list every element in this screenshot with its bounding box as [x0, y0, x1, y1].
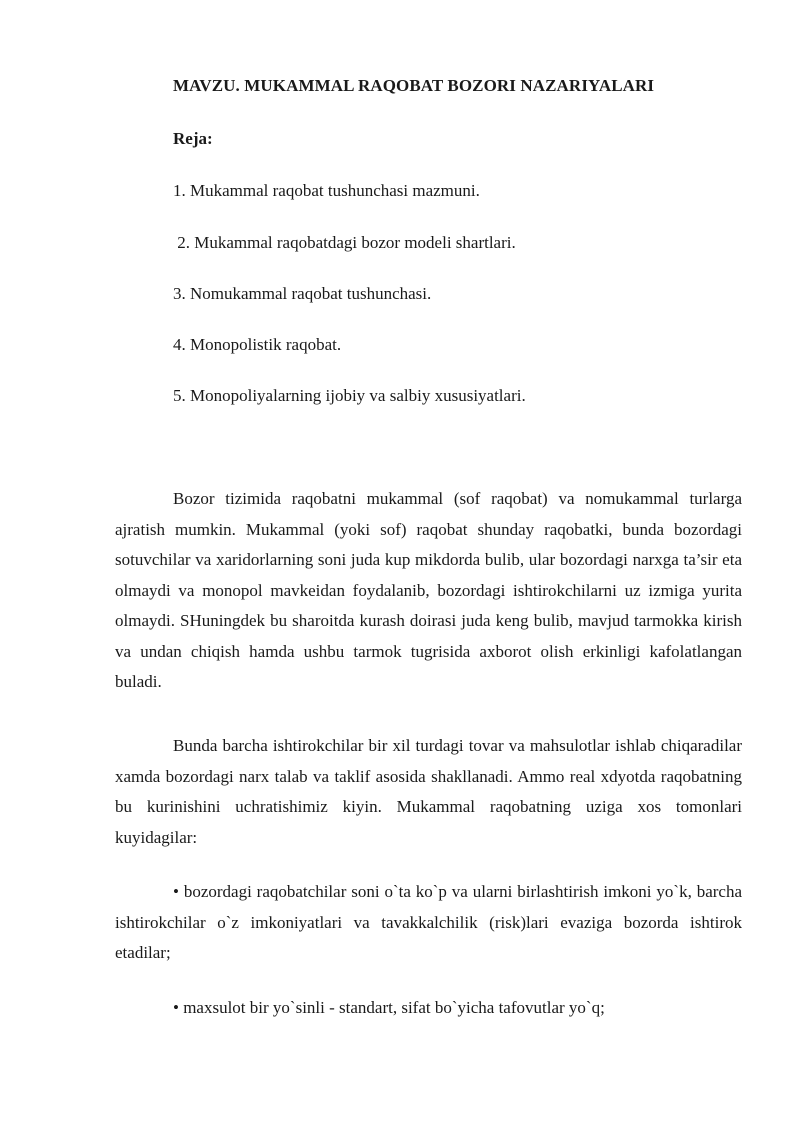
plan-heading: Reja: — [173, 129, 213, 148]
plan-item-3: 3. Nomukammal raqobat tushunchasi. — [173, 284, 432, 303]
document-title: MAVZU. MUKAMMAL RAQOBAT BOZORI NAZARIYALARI — [173, 76, 655, 95]
body-paragraph-intro: Bozor tizimida raqobatni mukammal (sof raqobat) va nomukammal turlarga ajratish mumkin. Mukammal (yoki sof) raqobat shunday raqobatki, bunda bozordagi sotuvchilar va xaridorlarning soni juda kup mikdorda bulib, ular bozordagi narxga ta’sir eta olmaydi va monopol mavkeidan foydalanib, bozordagi ishtirokchilarni uz izmiga yurita olmaydi. SHuningdek bu sharoitda kurash doirasi juda keng bulib, mavjud tarmokka kirish va undan chiqish hamda ushbu tarmok tugrisida axborot olish erkinligi kafolatlangan buladi. — [115, 489, 742, 691]
plan-item-4: 4. Monopolistik raqobat. — [173, 335, 342, 354]
bullet-paragraph-competitors: • bozordagi raqobatchilar soni o`ta ko`p va ularni birlashtirish imkoni yo`k, barcha ishtirokchilar o`z imkoniyatlari va tavakkalchilik (risk)lari evaziga bozorda ishtirok etadilar; — [115, 882, 742, 962]
plan-item-5: 5. Monopoliyalarning ijobiy va salbiy xususiyatlari. — [173, 386, 526, 405]
body-paragraph-features: Bunda barcha ishtirokchilar bir xil turdagi tovar va mahsulotlar ishlab chiqaradilar xamda bozordagi narx talab va taklif asosida shakllanadi. Ammo real xdyotda raqobatning bu kurinishini uchratishimiz kiyin. Mukammal raqobatning uziga xos tomonlari kuyidagilar: — [115, 736, 742, 847]
plan-item-2: 2. Mukammal raqobatdagi bozor modeli shartlari. — [173, 233, 516, 252]
bullet-paragraph-product: • maxsulot bir yo`sinli - standart, sifat bo`yicha tafovutlar yo`q; — [173, 998, 605, 1017]
plan-item-1: 1. Mukammal raqobat tushunchasi mazmuni. — [173, 181, 480, 200]
